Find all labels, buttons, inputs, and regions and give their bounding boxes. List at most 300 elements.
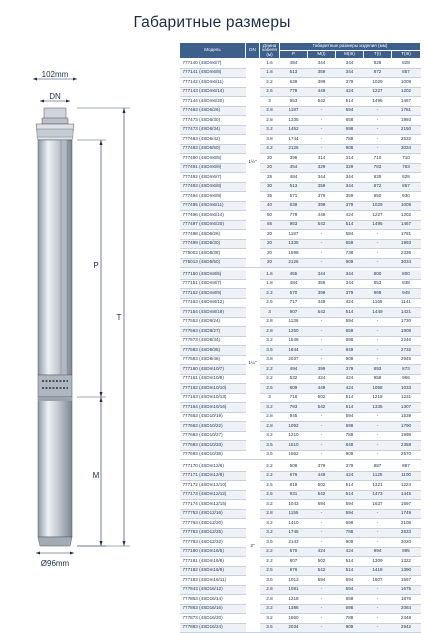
- dn-cell: 2": [246, 462, 260, 633]
- model-cell: 777174 (4SDm12/15): [180, 500, 246, 510]
- model-cell: 777180 (4SDm16/5): [180, 547, 246, 557]
- value-cell: 542: [308, 97, 336, 107]
- table-row: [180, 135, 421, 145]
- value-cell: 594: [308, 576, 336, 586]
- value-cell: 857: [392, 68, 421, 78]
- header-model: Модель: [180, 43, 246, 59]
- table-row: [180, 576, 421, 586]
- value-cell: -: [364, 125, 392, 135]
- model-cell: 777171 (4SDm12/8): [180, 471, 246, 481]
- model-cell: 777853 (4SD16/14): [180, 595, 246, 605]
- table-row: [180, 471, 421, 481]
- value-cell: 594: [336, 576, 364, 586]
- value-cell: 502: [308, 393, 336, 403]
- value-cell: -: [308, 239, 336, 249]
- table-row: [180, 393, 421, 403]
- value-cell: 30: [260, 182, 280, 192]
- value-cell: 449: [308, 87, 336, 97]
- header-col-p: P: [280, 51, 308, 59]
- value-cell: 848: [336, 441, 364, 451]
- value-cell: 945: [280, 412, 308, 422]
- value-cell: 359: [308, 279, 336, 289]
- value-cell: 2.2: [260, 462, 280, 471]
- value-cell: 329: [336, 163, 364, 173]
- table-row: [180, 422, 421, 432]
- value-cell: 379: [336, 289, 364, 299]
- model-cell: 777883 (4SD16/24): [180, 623, 246, 633]
- value-cell: 3: [260, 97, 280, 107]
- model-cell: 777463 (4SD6/26): [180, 106, 246, 116]
- value-cell: 3: [260, 393, 280, 403]
- value-cell: 3.5: [260, 538, 280, 548]
- value-cell: -: [364, 538, 392, 548]
- dimensions-table: [179, 42, 421, 633]
- value-cell: 449: [308, 471, 336, 481]
- model-cell: 777491 (4SDm6/6): [180, 163, 246, 173]
- value-cell: 2942: [392, 623, 421, 633]
- value-cell: 542: [308, 220, 336, 230]
- model-cell: 777783 (4SD12/32): [180, 538, 246, 548]
- value-cell: 788: [336, 135, 364, 145]
- value-cell: 2.8: [260, 422, 280, 432]
- value-cell: -: [308, 106, 336, 116]
- value-cell: 344: [336, 270, 364, 279]
- value-cell: -: [308, 604, 336, 614]
- value-cell: 1202: [392, 87, 421, 97]
- table-row: [180, 355, 421, 365]
- value-cell: 1043: [280, 500, 308, 510]
- value-cell: 1.6: [260, 59, 280, 69]
- value-cell: 1662: [280, 450, 308, 460]
- table-row: [180, 346, 421, 356]
- value-cell: 2.8: [260, 317, 280, 327]
- value-cell: 379: [336, 78, 364, 88]
- header-col-m3: M(III): [336, 51, 364, 59]
- value-cell: 542: [308, 490, 336, 500]
- model-cell: 777144 (4SDm6/20): [180, 97, 246, 107]
- value-cell: 793: [280, 403, 308, 413]
- value-cell: 3.2: [260, 431, 280, 441]
- value-cell: 1993: [392, 116, 421, 126]
- header-dn: DN: [246, 43, 260, 59]
- value-cell: 1.8: [260, 279, 280, 289]
- value-cell: 876: [280, 566, 308, 576]
- value-cell: 1136: [280, 317, 308, 327]
- value-cell: 956: [364, 374, 392, 384]
- table-row: [180, 336, 421, 346]
- value-cell: 2.8: [260, 412, 280, 422]
- table-row: [180, 125, 421, 135]
- value-cell: 848: [336, 346, 364, 356]
- value-cell: 2126: [280, 258, 308, 268]
- table-row: [180, 481, 421, 491]
- value-cell: 1335: [364, 403, 392, 413]
- value-cell: 2.5: [260, 298, 280, 308]
- value-cell: 908: [336, 538, 364, 548]
- model-cell: 777495 (4SDm6/11): [180, 201, 246, 211]
- pump-head: [36, 108, 74, 140]
- header-cable-length: Длина кабеля (м): [260, 43, 280, 59]
- value-cell: -: [308, 327, 336, 337]
- value-cell: 20: [260, 249, 280, 259]
- table-row: [180, 78, 421, 88]
- table-row: [180, 211, 421, 221]
- value-cell: 3.2: [260, 604, 280, 614]
- value-cell: 1231: [392, 393, 421, 403]
- value-cell: 819: [280, 481, 308, 491]
- value-cell: 514: [336, 481, 364, 491]
- value-cell: 994: [364, 547, 392, 557]
- value-cell: 3.2: [260, 519, 280, 529]
- value-cell: 2.2: [260, 365, 280, 375]
- model-cell: 777152 (4SDm8/9): [180, 289, 246, 299]
- value-cell: 2108: [392, 519, 421, 529]
- value-cell: 50: [260, 211, 280, 221]
- value-cell: 570: [280, 547, 308, 557]
- value-cell: 2.8: [260, 327, 280, 337]
- value-cell: 953: [280, 97, 308, 107]
- value-cell: 1141: [392, 298, 421, 308]
- value-cell: 1.8: [260, 68, 280, 78]
- value-cell: 2246: [392, 336, 421, 346]
- model-cell: 777161 (4SDm10/8): [180, 374, 246, 384]
- value-cell: 542: [308, 308, 336, 318]
- value-cell: 1322: [392, 557, 421, 567]
- value-cell: 783: [364, 163, 392, 173]
- value-cell: 65: [260, 220, 280, 230]
- value-cell: -: [308, 346, 336, 356]
- value-cell: 3.2: [260, 614, 280, 624]
- value-cell: 1781: [392, 230, 421, 240]
- value-cell: -: [364, 249, 392, 259]
- table-row: [180, 144, 421, 154]
- value-cell: 594: [336, 585, 364, 595]
- value-cell: 3.8: [260, 355, 280, 365]
- value-cell: 908: [336, 450, 364, 460]
- value-cell: 594: [336, 106, 364, 116]
- value-cell: 1009: [392, 201, 421, 211]
- model-cell: 777497 (4SDm6/20): [180, 220, 246, 230]
- value-cell: -: [364, 412, 392, 422]
- header-col-t3: T(III): [392, 51, 421, 59]
- value-cell: 2.8: [260, 585, 280, 595]
- value-cell: -: [364, 317, 392, 327]
- value-cell: -: [364, 614, 392, 624]
- table-row: [180, 182, 421, 192]
- value-cell: -: [364, 336, 392, 346]
- value-cell: 853: [364, 279, 392, 289]
- value-cell: 1495: [364, 97, 392, 107]
- value-cell: 2084: [392, 604, 421, 614]
- value-cell: 514: [336, 490, 364, 500]
- value-cell: -: [308, 528, 336, 538]
- value-cell: 1790: [392, 422, 421, 432]
- value-cell: 2.2: [260, 289, 280, 299]
- table-row: [180, 220, 421, 230]
- value-cell: -: [364, 519, 392, 529]
- value-cell: 1567: [392, 576, 421, 586]
- model-cell: 777683 (4SD10/27): [180, 431, 246, 441]
- value-cell: 484: [280, 59, 308, 69]
- value-cell: 1.6: [260, 270, 280, 279]
- value-cell: 2.5: [260, 384, 280, 394]
- model-cell: 777763 (4SD12/20): [180, 519, 246, 529]
- value-cell: 2.5: [260, 87, 280, 97]
- value-cell: 658: [336, 116, 364, 126]
- value-cell: 3.2: [260, 336, 280, 346]
- value-cell: 1029: [364, 201, 392, 211]
- value-cell: 1597: [392, 500, 421, 510]
- value-cell: 838: [392, 279, 421, 289]
- value-cell: 1227: [364, 87, 392, 97]
- model-cell: 777490 (4SDm6/5): [180, 154, 246, 164]
- value-cell: 3.2: [260, 125, 280, 135]
- value-cell: 344: [308, 59, 336, 69]
- value-cell: -: [364, 441, 392, 451]
- value-cell: 3.2: [260, 500, 280, 510]
- value-cell: 956: [392, 374, 421, 384]
- value-cell: 424: [336, 384, 364, 394]
- table-row: [180, 490, 421, 500]
- table-row: [180, 116, 421, 126]
- dn-cell: 1½": [246, 59, 260, 268]
- pump-inlet-screen: [38, 375, 72, 397]
- value-cell: 1445: [392, 490, 421, 500]
- value-cell: 494: [280, 365, 308, 375]
- value-cell: 424: [336, 471, 364, 481]
- value-cell: 314: [308, 154, 336, 164]
- value-cell: 379: [336, 201, 364, 211]
- value-cell: 396: [280, 154, 308, 164]
- value-cell: 399: [308, 365, 336, 375]
- model-cell: 777173 (4SDm12/12): [180, 490, 246, 500]
- value-cell: 908: [336, 623, 364, 633]
- value-cell: -: [364, 604, 392, 614]
- table-row: [180, 59, 421, 69]
- value-cell: -: [364, 327, 392, 337]
- value-cell: 2532: [392, 135, 421, 145]
- value-cell: 20: [260, 230, 280, 240]
- model-cell: 777150 (4SDm8/5): [180, 270, 246, 279]
- value-cell: 1675: [392, 585, 421, 595]
- value-cell: -: [308, 144, 336, 154]
- value-cell: 930: [392, 192, 421, 202]
- value-cell: 449: [308, 384, 336, 394]
- value-cell: 2.5: [260, 566, 280, 576]
- value-cell: 887: [364, 462, 392, 471]
- value-cell: 1467: [392, 97, 421, 107]
- value-cell: 698: [336, 336, 364, 346]
- value-cell: -: [308, 336, 336, 346]
- value-cell: 2.5: [260, 490, 280, 500]
- table-row: [180, 201, 421, 211]
- value-cell: 399: [308, 289, 336, 299]
- model-cell: 777693 (4SD10/38): [180, 450, 246, 460]
- table-row: [180, 441, 421, 451]
- value-cell: 1993: [392, 239, 421, 249]
- value-cell: 379: [308, 462, 336, 471]
- value-cell: 1473: [364, 490, 392, 500]
- table-body: [180, 59, 421, 633]
- model-cell: 777151 (4SDm8/7): [180, 279, 246, 289]
- value-cell: -: [364, 623, 392, 633]
- model-cell: 777863 (4SD16/16): [180, 604, 246, 614]
- value-cell: 424: [336, 87, 364, 97]
- table-row: [180, 239, 421, 249]
- value-cell: 532: [280, 374, 308, 384]
- value-cell: 514: [336, 403, 364, 413]
- value-cell: 1202: [392, 211, 421, 221]
- value-cell: 2.2: [260, 557, 280, 567]
- value-cell: 1749: [392, 509, 421, 519]
- model-cell: 777753 (4SD12/16): [180, 509, 246, 519]
- value-cell: 717: [280, 298, 308, 308]
- value-cell: 710: [364, 154, 392, 164]
- value-cell: 3.5: [260, 441, 280, 451]
- value-cell: 594: [336, 317, 364, 327]
- value-cell: 788: [336, 614, 364, 624]
- value-cell: 344: [336, 59, 364, 69]
- value-cell: 800: [364, 270, 392, 279]
- value-cell: 2336: [392, 249, 421, 259]
- model-cell: 777163 (4SDm10/13): [180, 393, 246, 403]
- value-cell: 828: [364, 59, 392, 69]
- value-cell: 1058: [364, 384, 392, 394]
- header-col-m1: M(I): [308, 51, 336, 59]
- table-row: [180, 519, 421, 529]
- top-diameter-label: 102mm: [41, 70, 69, 79]
- value-cell: 2358: [392, 441, 421, 451]
- value-cell: 2.8: [260, 509, 280, 519]
- model-cell: 777494 (4SDm6/9): [180, 192, 246, 202]
- value-cell: 2.2: [260, 374, 280, 384]
- value-cell: 828: [392, 59, 421, 69]
- value-cell: 1908: [392, 327, 421, 337]
- table-row: [180, 604, 421, 614]
- value-cell: 2150: [392, 125, 421, 135]
- value-cell: 1421: [392, 308, 421, 318]
- value-cell: 1250: [280, 327, 308, 337]
- table-row: [180, 154, 421, 164]
- value-cell: 344: [336, 182, 364, 192]
- value-cell: 379: [336, 365, 364, 375]
- value-cell: 484: [280, 279, 308, 289]
- model-cell: 777181 (4SDm16/8): [180, 557, 246, 567]
- value-cell: -: [364, 116, 392, 126]
- value-cell: 609: [280, 384, 308, 394]
- value-cell: 807: [280, 557, 308, 567]
- value-cell: 424: [336, 547, 364, 557]
- model-cell: 777160 (4SDm10/7): [180, 365, 246, 375]
- value-cell: -: [308, 125, 336, 135]
- value-cell: 1660: [280, 614, 308, 624]
- value-cell: 2034: [280, 623, 308, 633]
- table-row: [180, 623, 421, 633]
- value-cell: 379: [336, 462, 364, 471]
- value-cell: -: [308, 258, 336, 268]
- value-cell: 908: [336, 144, 364, 154]
- value-cell: 1449: [364, 308, 392, 318]
- value-cell: 594: [336, 509, 364, 519]
- value-cell: 872: [364, 68, 392, 78]
- value-cell: 329: [308, 163, 336, 173]
- value-cell: -: [364, 239, 392, 249]
- value-cell: -: [308, 441, 336, 451]
- value-cell: 424: [336, 298, 364, 308]
- model-cell: 777483 (4SD6/42): [180, 135, 246, 145]
- value-cell: -: [308, 623, 336, 633]
- value-cell: -: [364, 595, 392, 605]
- table-row: [180, 230, 421, 240]
- value-cell: 3.8: [260, 135, 280, 145]
- value-cell: -: [308, 595, 336, 605]
- value-cell: -: [308, 614, 336, 624]
- value-cell: 514: [336, 308, 364, 318]
- table-row: [180, 374, 421, 384]
- model-cell: 777182 (4SDm16/9): [180, 566, 246, 576]
- value-cell: 2570: [392, 450, 421, 460]
- value-cell: 1081: [280, 585, 308, 595]
- value-cell: 893: [364, 365, 392, 375]
- value-cell: -: [308, 412, 336, 422]
- value-cell: 3: [260, 308, 280, 318]
- value-cell: 424: [308, 547, 336, 557]
- model-cell: 777142 (4SDm6/11): [180, 78, 246, 88]
- value-cell: 399: [308, 201, 336, 211]
- model-cell: 775013 (4SD6/50): [180, 258, 246, 268]
- value-cell: 1510: [280, 441, 308, 451]
- value-cell: 3.2: [260, 403, 280, 413]
- value-cell: -: [364, 422, 392, 432]
- value-cell: 1224: [392, 481, 421, 491]
- value-cell: 698: [336, 519, 364, 529]
- p-dimension-label: P: [93, 261, 99, 270]
- value-cell: 570: [280, 289, 308, 299]
- value-cell: 676: [280, 471, 308, 481]
- value-cell: -: [364, 585, 392, 595]
- model-cell: 777663 (4SD10/22): [180, 422, 246, 432]
- model-cell: 777140 (4SDm6/7): [180, 59, 246, 69]
- value-cell: 1998: [392, 431, 421, 441]
- value-cell: 872: [364, 182, 392, 192]
- table-row: [180, 614, 421, 624]
- value-cell: 4.2: [260, 144, 280, 154]
- value-cell: 514: [336, 97, 364, 107]
- value-cell: 1745: [280, 528, 308, 538]
- value-cell: 1009: [392, 78, 421, 88]
- value-cell: 2037: [280, 355, 308, 365]
- value-cell: -: [364, 144, 392, 154]
- value-cell: 2448: [392, 614, 421, 624]
- table-row: [180, 68, 421, 78]
- value-cell: 20: [260, 239, 280, 249]
- model-cell: 775003 (4SD6/38): [180, 249, 246, 259]
- value-cell: 344: [336, 68, 364, 78]
- model-cell: 777843 (4SD16/12): [180, 585, 246, 595]
- table-row: [180, 595, 421, 605]
- value-cell: 738: [336, 249, 364, 259]
- value-cell: 542: [308, 566, 336, 576]
- value-cell: 20: [260, 154, 280, 164]
- model-cell: 777499 (4SD6/30): [180, 239, 246, 249]
- value-cell: -: [308, 355, 336, 365]
- value-cell: 658: [336, 595, 364, 605]
- table-row: [180, 566, 421, 576]
- value-cell: 359: [308, 182, 336, 192]
- value-cell: 449: [308, 211, 336, 221]
- value-cell: 3.2: [260, 528, 280, 538]
- value-cell: 908: [336, 355, 364, 365]
